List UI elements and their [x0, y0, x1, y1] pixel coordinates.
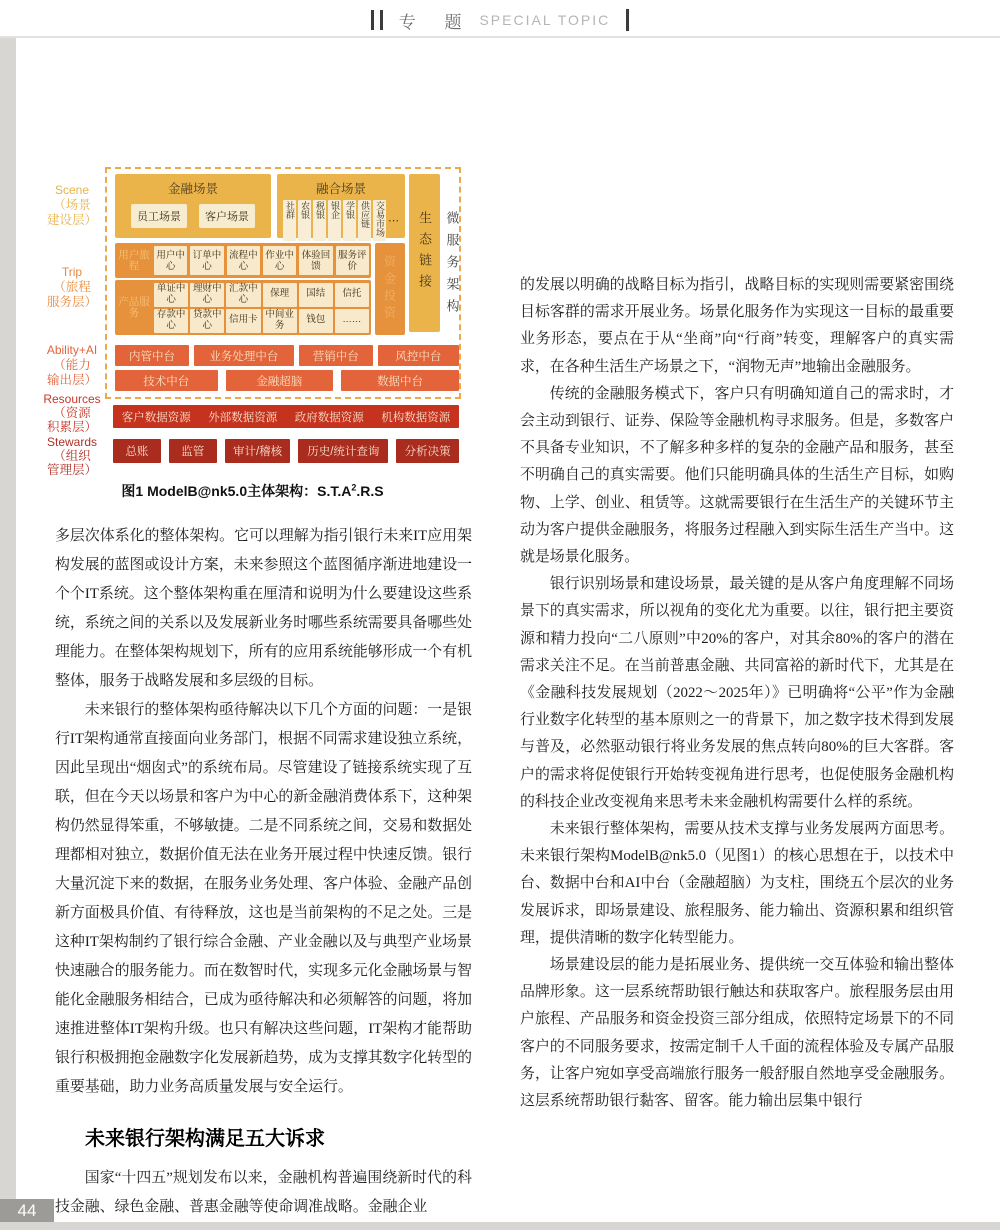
steward-box: 审计/稽核	[225, 439, 291, 463]
middle-platform-box: 营销中台	[299, 345, 373, 366]
chip: 交易市场	[373, 200, 386, 241]
product-service-row	[115, 280, 371, 335]
chip: 单证中心	[154, 283, 188, 307]
diagram-dashed-frame	[105, 167, 461, 399]
product-label: 产品服务	[118, 295, 150, 319]
data-resources-bar	[113, 405, 459, 428]
ellipsis: ⋯	[388, 215, 399, 227]
paragraph: 场景建设层的能力是拓展业务、提供统一交互体验和输出整体品牌形象。这一层系统帮助银行触达和获取客户。旅程服务层由用户旅程、产品服务和资金投资三部分组成，依照特定场景下的不同客户的不同服务要求，按需定制千人千面的流程体验及专属产品服务，让客户宛如享受高端旅行服务一般舒服自然地享受金融服务。这层系统帮助银行黏客、留客。能力输出层集中银行	[520, 957, 954, 1110]
middle-platform-box: 金融超脑	[226, 370, 334, 391]
layer-label-ability: Ability+AI （能力 输出层）	[46, 343, 98, 387]
product-grid	[154, 283, 369, 333]
left-text-column	[55, 522, 472, 1215]
steward-box: 历史/统计查询	[298, 439, 388, 463]
middle-platform-box: 风控中台	[378, 345, 459, 366]
page-edge-left	[0, 38, 16, 1230]
stewards-row	[113, 439, 459, 463]
chip: 订单中心	[190, 246, 223, 275]
double-bar-icon	[371, 10, 383, 30]
funding-investment-column: 资金投资	[375, 243, 405, 335]
architecture-figure	[40, 165, 465, 515]
paragraph: 未来银行整体架构，需要从技术支撑与业务发展两方面思考。未来银行架构ModelB@nk5.0（见图1）的核心思想在于，以技术中台、数据中台和AI中台（金融超脑）为支柱，围绕五个层次的业务发展诉求，即场景建设、旅程服务、能力输出、资源积累和组织管理，提供清晰的数字化转型能力。	[520, 821, 954, 946]
paragraph: 多层次体系化的整体架构。它可以理解为指引银行未来IT应用架构发展的蓝图或设计方案，未来参照这个蓝图循序渐进地建设一个个IT系统。这个整体架构重在厘清和说明为什么要建设这些系统，系统之间的关系以及发展新业务时哪些系统需要具备哪些处理能力。在整体架构规划下，所有的应用系统能够形成一个有机整体，服务于战略发展和多层级的目标。	[55, 528, 472, 689]
chip: 汇款中心	[226, 283, 260, 307]
middle-platform-box: 数据中台	[341, 370, 459, 391]
fusion-scene-chips	[277, 200, 405, 241]
finance-scene-block	[115, 174, 271, 238]
steward-box: 监管	[169, 439, 217, 463]
ability-row-2	[115, 370, 459, 391]
layer-label-trip: Trip （旅程 服务层）	[46, 265, 97, 309]
chip: 钱包	[299, 309, 333, 333]
microservice-architecture-label: 微服务架构	[444, 211, 460, 321]
chip: 信托	[335, 283, 369, 307]
fusion-scene-title: 融合场景	[315, 182, 366, 196]
header-divider	[0, 36, 1000, 38]
page-number: 44	[0, 1199, 54, 1222]
middle-platform-box: 技术中台	[115, 370, 218, 391]
right-text-column	[520, 272, 954, 1158]
finance-scene-chips	[115, 204, 271, 228]
chip: 社群	[283, 200, 296, 241]
journey-label: 用户旅程	[118, 248, 150, 272]
chip: 员工场景	[131, 204, 187, 228]
ability-row-1	[115, 345, 459, 366]
chip: 信用卡	[226, 309, 260, 333]
resource-item: 外部数据资源	[208, 411, 278, 424]
resource-item: 政府数据资源	[294, 411, 364, 424]
resource-item: 客户数据资源	[121, 411, 191, 424]
page-header	[0, 6, 1000, 34]
chip: ……	[335, 309, 369, 333]
chip: 国结	[299, 283, 333, 307]
chip: 贷款中心	[190, 309, 224, 333]
section-heading: 未来银行架构满足五大诉求	[85, 1128, 325, 1150]
middle-platform-box: 内管中台	[115, 345, 189, 366]
user-journey-row	[115, 243, 371, 278]
chip: 学银	[343, 200, 356, 241]
steward-box: 总账	[113, 439, 161, 463]
chip: 体验回馈	[299, 246, 332, 275]
chip: 服务评价	[336, 246, 369, 275]
chip: 中间业务	[263, 309, 297, 333]
chip: 客户场景	[199, 204, 255, 228]
eco-link-column: 生态链接	[409, 174, 440, 332]
chip: 供应链	[358, 200, 371, 241]
fusion-scene-block	[277, 174, 405, 238]
chip: 保理	[263, 283, 297, 307]
paragraph: 未来银行的整体架构亟待解决以下几个方面的问题：一是银行IT架构通常直接面向业务部门，根据不同需求建设独立系统，因此呈现出“烟囱式”的系统布局。尽管建设了链接系统实现了互联，但在今天以场景和客户为中心的新金融消费体系下，这种架构仍然显得笨重，不够敏捷。二是不同系统之间，交易和数据处理都相对独立，数据价值无法在业务开展过程中快速反馈。银行大量沉淀下来的数据，在服务业务处理、客户体验、金融产品创新方面极具价值、有待释放，这也是当前架构的不足之处。三是这种IT架构制约了银行综合金融、产业金融以及与典型产业场景快速融合的服务能力。而在数智时代，实现多元化金融场景与智能化金融服务相结合，已成为亟待解决和必须解答的问题，将加速推进整体IT架构升级。也只有解决这些问题，IT架构才能帮助银行积极拥抱金融数字化发展新趋势，成为支撑其数字化转型的重要基础，助力业务高质量发展与安全运行。	[55, 702, 472, 1095]
chip: 用户中心	[154, 246, 187, 275]
paragraph: 国家“十四五”规划发布以来，金融机构普遍围绕新时代的科技金融、绿色金融、普惠金融等使命调准战略。金融企业	[55, 1170, 472, 1215]
page-edge-bottom	[0, 1222, 1000, 1230]
chip: 存款中心	[154, 309, 188, 333]
chip: 流程中心	[227, 246, 260, 275]
chip: 银企	[328, 200, 341, 241]
layer-label-stewards: Stewards （组织 管理层）	[46, 435, 98, 477]
paragraph: 传统的金融服务模式下，客户只有明确知道自己的需求时，才会主动到银行、证券、保险等金融机构寻求服务。但是，多数客户不具备专业知识，不了解多种多样的复杂的金融产品和服务，甚至不明确自己的真实需要。他们只能明确具体的生活生产目标，如购物、上学、创业、租赁等。这就需要银行在生活生产的关键环节主动为客户提供金融服务，将服务过程融入到实际生活生产当中。这就是场景化服务。	[520, 385, 954, 566]
single-bar-icon	[626, 9, 629, 31]
chip: 农银	[298, 200, 311, 241]
figure-caption: 图1 ModelB@nk5.0主体架构：$S.T.A^2.R.S$	[121, 482, 384, 499]
paragraph: 的发展以明确的战略目标为指引，战略目标的实现则需要紧密围绕目标客群的需求开展业务。场景化服务作为实现这一目标的最重要业务形态，要点在于从“坐商”向“行商”转变，理解客户的真实需求，在各种生活生产场景之下，“润物无声”地输出金融服务。	[520, 277, 954, 375]
finance-scene-title: 金融场景	[167, 182, 218, 196]
resource-item: 机构数据资源	[381, 411, 451, 424]
header-title-cn: 专 题	[398, 12, 474, 32]
layer-label-resources: Resources （资源 积累层）	[43, 392, 101, 434]
paragraph: 银行识别场景和建设场景，最关键的是从客户角度理解不同场景下的真实需求，所以视角的变化尤为重要。以往，银行把主要资源和精力投向“二八原则”中20%的客户，对其余80%的客户的潜在需求关注不足。在当前普惠金融、共同富裕的新时代下，尤其是在《金融科技发展规划（2022～2025年）》已明确将“公平”作为金融行业数字化转型的基本原则之一的背景下，加之数字技术得到发展与普及，必然驱动银行将业务发展的焦点转向80%的巨大客群。客户的需求将促使银行开始转变视角进行思考，也促使服务金融机构的科技企业改变视角来思考未来金融机构需要什么样的系统。	[520, 576, 954, 810]
chip: 作业中心	[263, 246, 296, 275]
chip: 税银	[313, 200, 326, 241]
header-title-en: SPECIAL TOPIC	[479, 12, 611, 28]
middle-platform-box: 业务处理中台	[194, 345, 294, 366]
layer-label-scene: Scene （场景 建设层）	[46, 183, 97, 227]
chip: 理财中心	[190, 283, 224, 307]
steward-box: 分析决策	[396, 439, 459, 463]
